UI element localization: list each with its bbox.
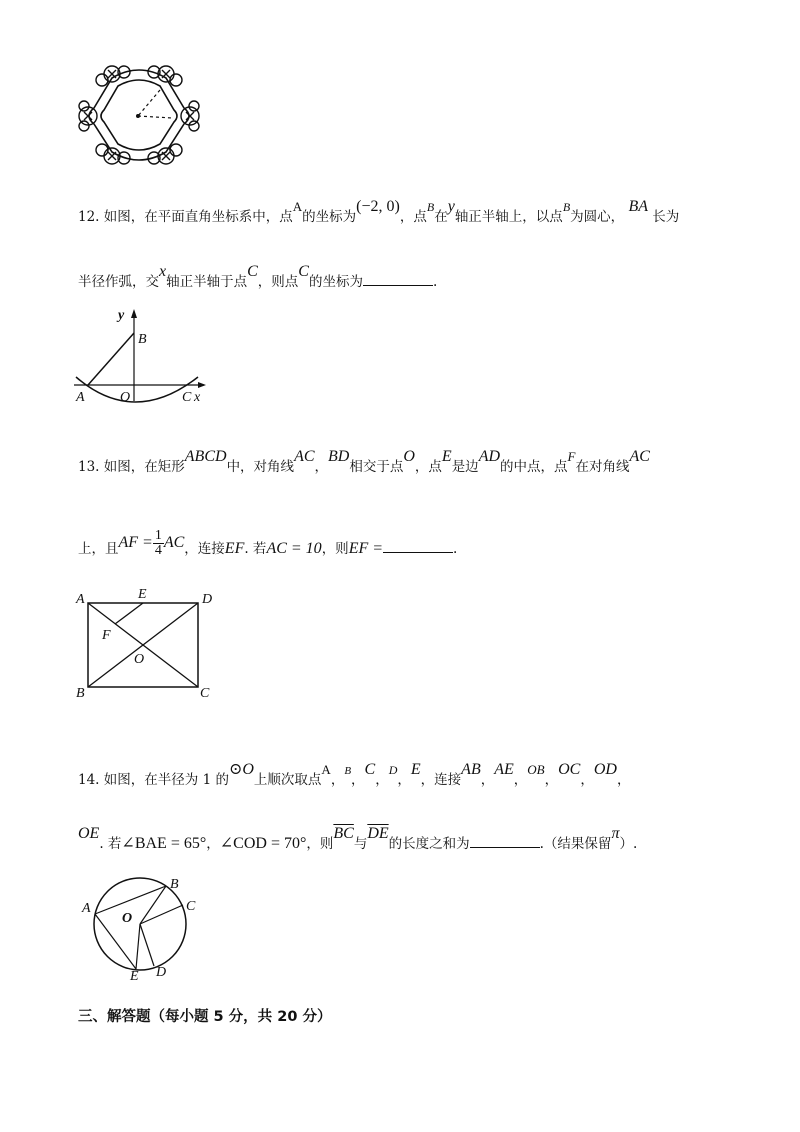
q13-fig-label-c: C <box>200 686 210 701</box>
q12-fig-label-c: C <box>182 390 192 405</box>
section-heading: 三、解答题（每小题 5 分，共 20 分） <box>78 1009 332 1025</box>
q13-fraction <box>153 529 164 558</box>
q14-line-2 <box>78 825 638 853</box>
q14-text: 的长度之和为 <box>388 836 470 852</box>
q14-seg-oe: OE <box>78 825 100 842</box>
q13-text: . <box>453 541 458 557</box>
q14-figure <box>76 872 206 982</box>
q14-fig-label-d: D <box>156 965 167 980</box>
q14-point-a: A <box>321 762 331 777</box>
q12-text: 长为 <box>652 209 680 225</box>
q14-pi: π <box>611 825 620 842</box>
q14-answer-blank[interactable] <box>470 835 540 848</box>
q12-fig-label-o: O <box>120 390 131 405</box>
q13-diagonal-ac: AC <box>163 534 185 551</box>
q14-text: ）. <box>619 836 638 852</box>
q13-text: 如图，在矩形 <box>103 459 185 475</box>
q14-point-c: C <box>364 761 376 778</box>
q14-text: .（结果保留 <box>539 836 612 852</box>
q13-line-2 <box>78 528 458 564</box>
q12-text: ，点 <box>399 209 427 225</box>
q13-ac-value: AC = 10 <box>266 540 322 557</box>
q13-text: 的中点，点 <box>500 459 568 475</box>
q14-text: 与 <box>353 836 368 852</box>
q13-text: 上，且 <box>78 541 119 557</box>
q12-text: 的坐标为 <box>308 274 363 290</box>
q12-text: . <box>432 274 438 290</box>
q12-text: 的坐标为 <box>302 209 357 225</box>
q14-text: 上顺次取点 <box>253 772 322 788</box>
q13-fig-label-e: E <box>138 587 147 602</box>
knot-pattern-figure <box>72 60 207 170</box>
q14-line-oe <box>136 924 140 969</box>
q14-line-od <box>140 924 154 966</box>
q14-fig-label-b: B <box>170 877 179 892</box>
q14-line-1: 14. 如图，在半径为 1 的⊙O上顺次取点A，$^B$，C，D，E，连接AB，AE，OB，OC，OD， <box>78 761 631 788</box>
q13-segment-ef: EF <box>224 540 245 557</box>
q12-line-1 <box>78 198 680 226</box>
q13-text: 在对角线 <box>575 459 630 475</box>
q13-fig-label-o: O <box>134 652 145 667</box>
q14-text: ，连接 <box>420 772 462 788</box>
q13-diagonal-ac: AC <box>294 448 315 465</box>
q12-text: 轴正半轴于点 <box>166 274 248 290</box>
q13-text: . 若 <box>244 541 267 557</box>
q13-af-equals: AF = <box>118 534 153 551</box>
q14-seg-ae: AE <box>494 761 514 778</box>
q13-text: 中，对角线 <box>226 459 295 475</box>
q13-fig-label-a: A <box>76 592 85 607</box>
q13-fig-label-d: D <box>202 592 213 607</box>
q13-fraction-numerator: 1 <box>154 528 162 543</box>
q12-point-c: C <box>247 263 258 280</box>
q12-line-2 <box>78 263 438 291</box>
q12-fig-label-y: y <box>118 308 125 323</box>
q12-segment-ba: BA <box>628 198 648 215</box>
q14-text: ， <box>206 836 220 852</box>
q14-seg-oc: OC <box>558 761 581 778</box>
q13-figure <box>70 585 230 705</box>
q14-line-ab <box>95 886 166 914</box>
q13-diagonal-ac: AC <box>629 448 650 465</box>
q12-segment-ab <box>88 333 134 385</box>
q14-text: ，则 <box>306 836 334 852</box>
q12-coordinate: (−2, 0) <box>356 198 400 215</box>
q13-line-1 <box>78 448 650 476</box>
q12-fig-label-x: x <box>194 390 201 405</box>
q14-point-b: B <box>344 765 352 777</box>
q14-point-d: D <box>388 763 398 777</box>
q12-text: 半径作弧，交 <box>78 274 159 290</box>
q12-point-b: B <box>426 200 435 214</box>
q14-fig-label-o: O <box>122 911 133 926</box>
q12-point-a: A <box>292 199 303 214</box>
q13-text: ，连接 <box>184 541 225 557</box>
q12-number: 12. <box>78 209 100 225</box>
q13-text: ，点 <box>414 459 442 475</box>
q12-answer-blank[interactable] <box>363 273 433 286</box>
q14-number: 14. <box>78 772 100 788</box>
q13-point-e: E <box>441 448 452 465</box>
q13-text: ，则 <box>321 541 349 557</box>
q13-ef-equals: EF = <box>348 540 384 557</box>
q12-fig-label-b: B <box>138 332 147 347</box>
q13-point-f: F <box>567 449 576 464</box>
q14-seg-ab: AB <box>461 761 481 778</box>
q13-text: ， <box>314 459 329 475</box>
q13-fig-label-b: B <box>76 686 85 701</box>
q12-arc <box>76 377 198 402</box>
q12-x-axis: x <box>159 263 167 280</box>
q14-fig-label-c: C <box>186 899 196 914</box>
q12-text: 为圆心， <box>570 209 625 225</box>
q12-fig-label-a: A <box>76 390 85 405</box>
q13-text: 相交于点 <box>349 459 404 475</box>
q14-fig-label-e: E <box>130 969 139 982</box>
q12-text: ，则点 <box>257 274 299 290</box>
q13-answer-blank[interactable] <box>383 540 453 553</box>
q12-text: 轴正半轴上，以点 <box>454 209 563 225</box>
q13-fig-label-f: F <box>102 628 111 643</box>
q12-figure <box>72 305 212 405</box>
q13-segment-ef-line <box>115 603 143 624</box>
q14-angle-bae: ∠BAE = 65° <box>121 835 207 852</box>
q13-fraction-denominator: 4 <box>154 543 162 558</box>
q13-side-ad: AD <box>478 448 501 465</box>
q14-seg-ob: OB <box>527 762 545 777</box>
q14-fig-label-a: A <box>82 901 91 916</box>
q14-text: . 若 <box>99 836 122 852</box>
q13-text: 是边 <box>451 459 479 475</box>
q14-circle-o: ⊙O <box>228 761 254 778</box>
q13-number: 13. <box>78 459 100 475</box>
q14-text: 如图，在半径为 1 的 <box>103 772 229 788</box>
q12-text: 如图，在平面直角坐标系中，点 <box>103 209 293 225</box>
q13-point-o: O <box>403 448 415 465</box>
q12-point-c: C <box>298 263 309 280</box>
q14-seg-od: OD <box>593 761 617 778</box>
q14-arc-de: $\overline{DE}$ <box>367 825 389 842</box>
q14-angle-cod: ∠COD = 70° <box>219 835 307 852</box>
q14-arc-bc: $\overline{BC}$ <box>333 825 354 842</box>
q13-diagonal-bd: BD <box>328 448 350 465</box>
q12-text: 在 <box>434 209 448 225</box>
q12-y-axis: y <box>447 198 455 215</box>
q12-point-b: B <box>562 200 571 214</box>
q14-point-e: E <box>410 761 421 778</box>
q13-rectangle: ABCD <box>184 448 227 465</box>
